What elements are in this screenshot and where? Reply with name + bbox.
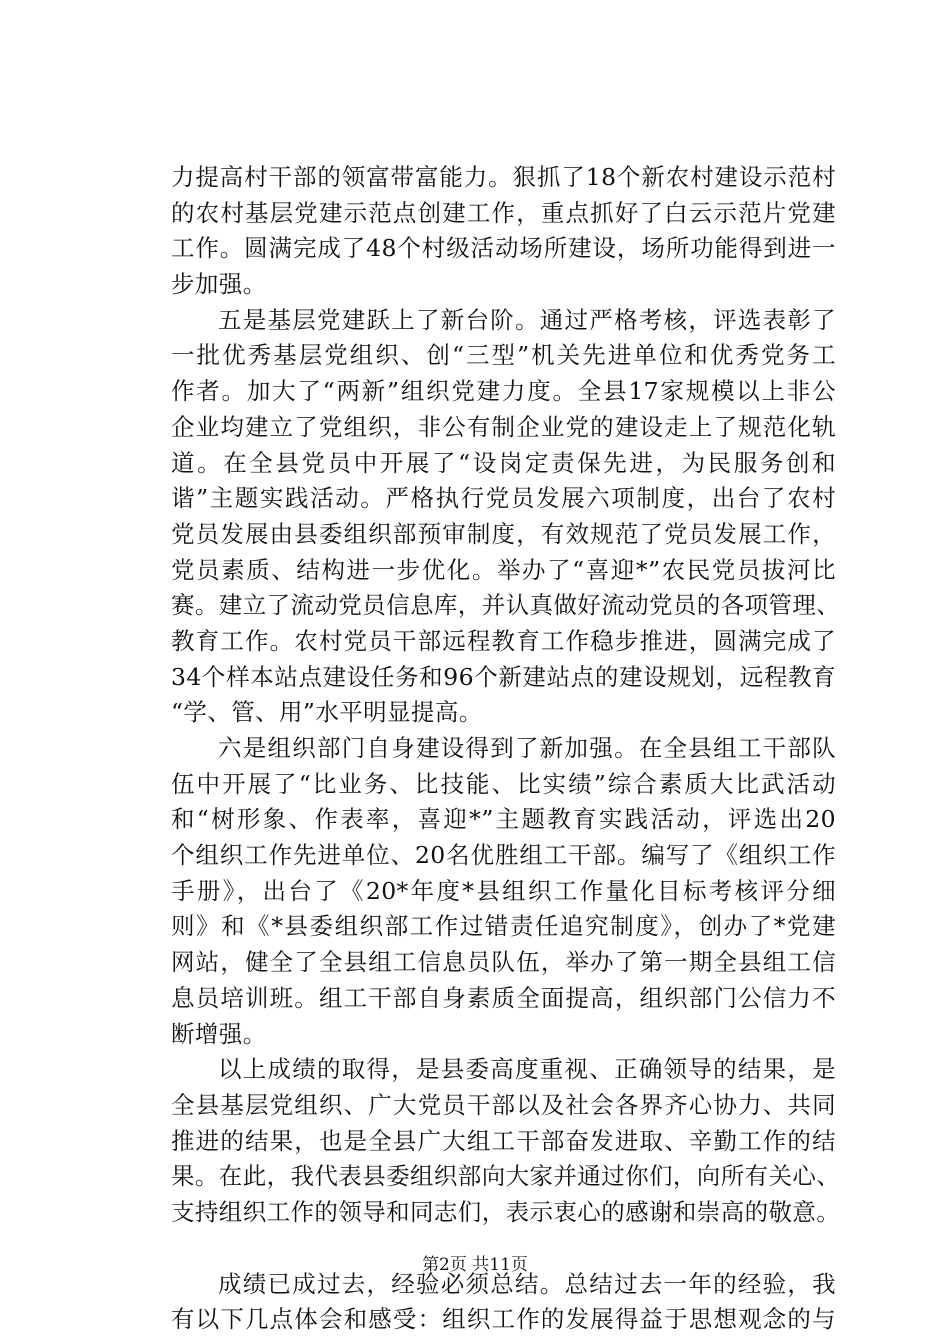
- text-line: 断增强。: [171, 1019, 267, 1048]
- text-line: 全县基层党组织、广大党员干部以及社会各界齐心协力、共同: [171, 1090, 836, 1119]
- paragraph-start-line: 五是基层党建跃上了新台阶。通过严格考核，评选表彰了: [218, 305, 836, 334]
- page-footer: 第2页 共11页: [422, 1255, 528, 1275]
- text-line: 有以下几点体会和感受：组织工作的发展得益于思想观念的与: [171, 1305, 836, 1334]
- text-line: 步加强。: [171, 270, 267, 299]
- text-line: 一批优秀基层党组织、创“三型”机关先进单位和优秀党务工: [171, 341, 836, 370]
- text-line: 34个样本站点建设任务和96个新建站点的建设规划，远程教育: [171, 662, 836, 691]
- text-line: 赛。建立了流动党员信息库，并认真做好流动党员的各项管理、: [171, 591, 841, 620]
- paragraph-start-line: 六是组织部门自身建设得到了新加强。在全县组工干部队: [218, 734, 836, 762]
- text-line: 果。在此，我代表县委组织部向大家并通过你们，向所有关心、: [171, 1162, 841, 1191]
- text-line: 推进的结果，也是全县广大组工干部奋发进取、辛勤工作的结: [171, 1126, 836, 1155]
- paragraph-start-line: 以上成绩的取得，是县委高度重视、正确领导的结果，是: [218, 1055, 836, 1084]
- text-line: 党员发展由县委组织部预审制度，有效规范了党员发展工作，: [171, 519, 836, 548]
- text-line: 工作。圆满完成了48个村级活动场所建设，场所功能得到进一: [171, 234, 836, 263]
- body-text: [171, 160, 841, 1338]
- text-line: “学、管、用”水平明显提高。: [171, 698, 483, 727]
- text-line: 道。在全县党员中开展了“设岗定责保先进，为民服务创和: [171, 448, 836, 477]
- text-line: 手册》，出台了《20*年度*县组织工作量化目标考核评分细: [171, 876, 836, 905]
- text-line: 的农村基层党建示范点创建工作，重点抓好了白云示范片党建: [171, 198, 836, 227]
- text-line: 企业均建立了党组织，非公有制企业党的建设走上了规范化轨: [171, 412, 836, 441]
- text-line: 教育工作。农村党员干部远程教育工作稳步推进，圆满完成了: [171, 626, 836, 655]
- paragraph-start-line: 成绩已成过去，经验必须总结。总结过去一年的经验，我: [218, 1269, 836, 1298]
- text-line: 个组织工作先进单位、20名优胜组工干部。编写了《组织工作: [171, 841, 836, 870]
- text-line: 支持组织工作的领导和同志们，表示衷心的感谢和崇高的敬意。: [171, 1197, 841, 1226]
- text-line: 作者。加大了“两新”组织党建力度。全县17家规模以上非公: [171, 377, 836, 406]
- text-line: 息员培训班。组工干部自身素质全面提高，组织部门公信力不: [171, 983, 836, 1012]
- text-line: 则》和《*县委组织部工作过错责任追究制度》，创办了*党建: [171, 912, 836, 941]
- text-line: 谐”主题实践活动。严格执行党员发展六项制度，出台了农村: [171, 484, 836, 513]
- text-line: 力提高村干部的领富带富能力。狠抓了18个新农村建设示范村: [171, 163, 836, 191]
- text-line: 党员素质、结构进一步优化。举办了“喜迎*”农民党员拔河比: [171, 555, 836, 584]
- text-line: 网站，健全了全县组工信息员队伍，举办了第一期全县组工信: [171, 948, 836, 977]
- text-line: 伍中开展了“比业务、比技能、比实绩”综合素质大比武活动: [171, 769, 836, 798]
- text-line: 和“树形象、作表率，喜迎*”主题教育实践活动，评选出20: [171, 805, 836, 834]
